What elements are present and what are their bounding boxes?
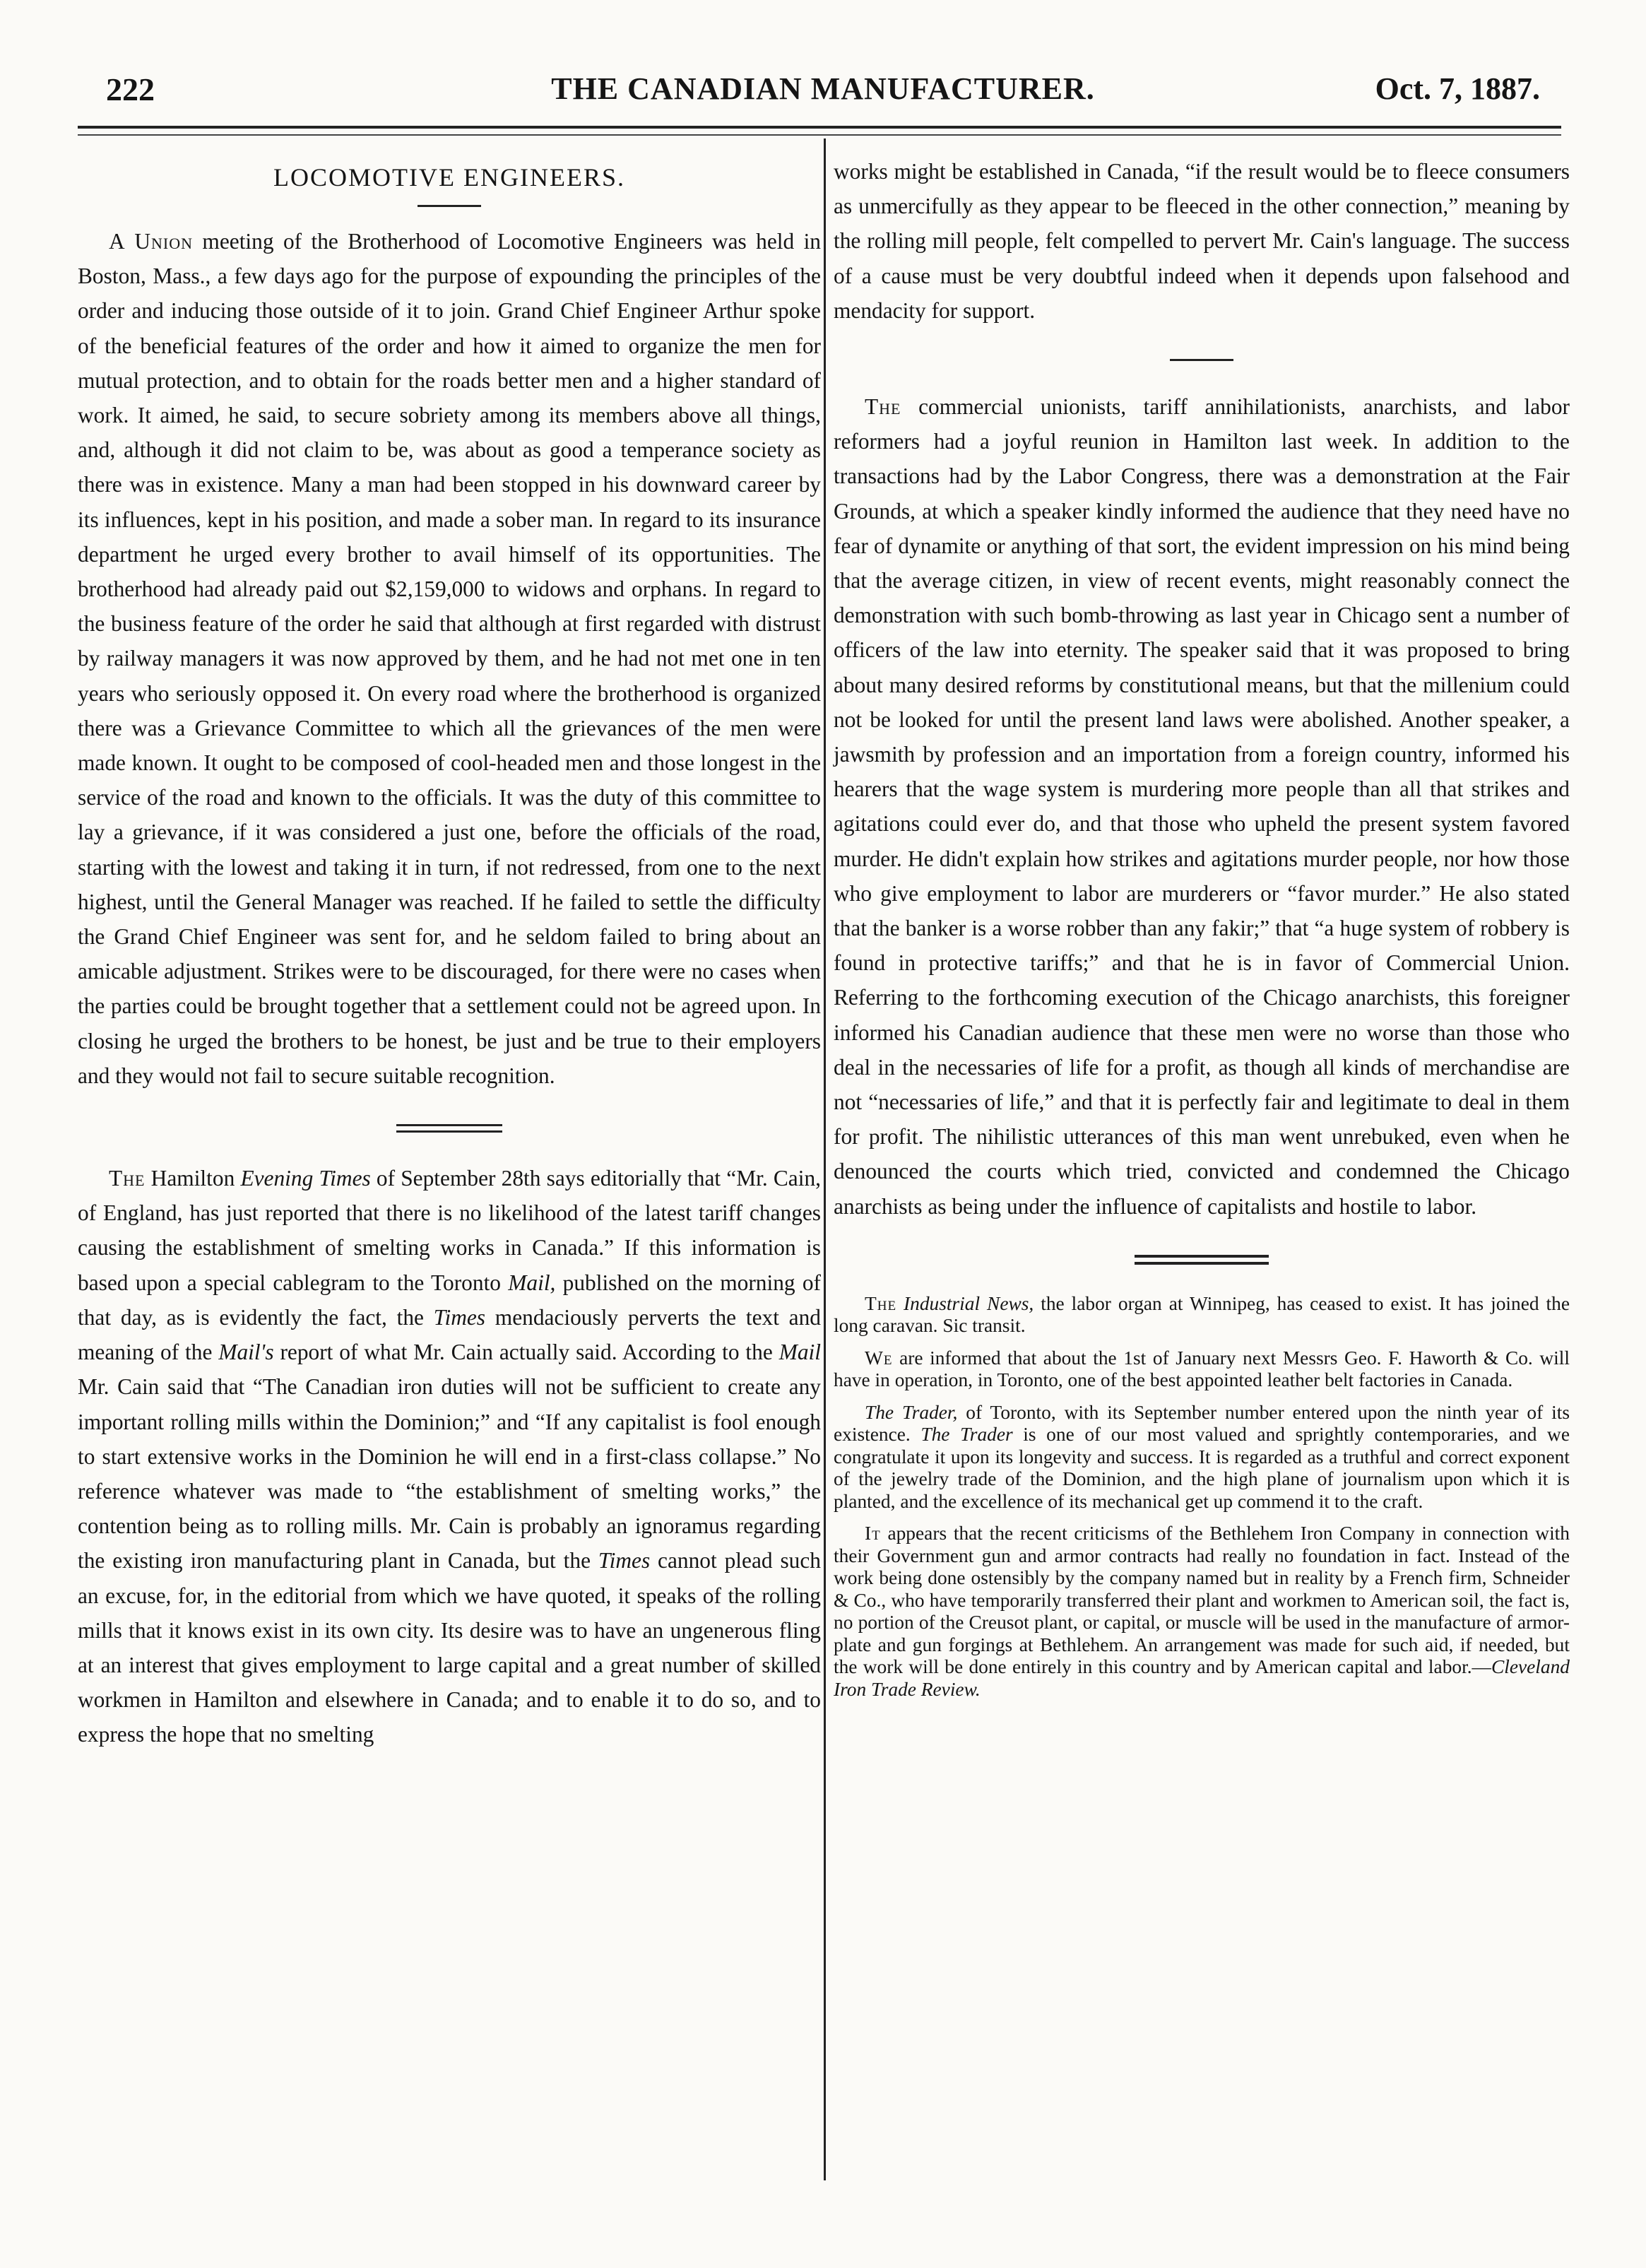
issue-date: Oct. 7, 1887. [1375,71,1540,106]
lead-words: The [865,394,901,420]
article-headline: LOCOMOTIVE ENGINEERS. [273,163,625,191]
left-column [78,154,821,1752]
note-haworth [834,1347,1570,1392]
lead-words: The [109,1166,146,1191]
article-hamilton-times [78,1161,821,1752]
note-text [896,1293,904,1314]
note-text: of Toronto, with its September number entered upon the ninth year of its existence. [834,1401,1570,1446]
journal-title: THE CANADIAN MANUFACTURER. [551,71,1095,106]
publication-name: Mail, [508,1270,556,1295]
article-continuation: works might be established in Canada, “if the result would be to fleece consumers as unmercifully as they appear to be fleeced in the other connection,” meaning by the rolling mill people, felt compelled to pervert Mr. Cain's language. The success of a cause must be very doubtful indeed when it depends upon falsehood and mendacity for support. [834,159,1570,323]
note-text: is one of our most valued and sprightly contemporaries, and we congratulate it upon its longevity and success. It is regarded as a truthful and correct exponent of the jewelry trade of the Dominion, and the high plane of journalism upon which it is planted, and the excellence of its mechanical get up commend it to the craft. [834,1424,1570,1512]
article-text: commercial unionists, tariff annihilationists, anarchists, and labor reformers had a joyful reunion in Hamilton last week. In addition to the transactions had by the Labor Congress, there was a demonstration at the Fair Grounds, at which a speaker kindly informed the audience that they need have no fear of dynamite or anything of that sort, the evident impression on his mind being that the average citizen, in view of recent events, might reasonably connect the demonstration with such bomb-throwing as last year in Chicago sent a number of officers of the law into eternity. The speaker said that it was proposed to bring about many desired reforms by constitutional means, but that the millenium could not be looked for until the present land laws were abolished. Another speaker, a jawsmith by profession and an importation from a foreign country, informed his hearers that the wage system is murdering more people than all that strikes and agitations could ever do, and that those who upheld the present system favored murder. He didn't explain how strikes and agitations murder people, nor how those who give employment to labor are murderers or “favor murder.” He also stated that the banker is a worse robber than any fakir;” that “a huge system of robbery is found in protective tariffs;” and that he is in favor of Commercial Union. Referring to the forthcoming execution of the Chicago anarchists, this foreigner informed his Canadian audience that these men were no worse than those who deal in the necessaries of life for a profit, as though all kinds of merchandise are not “necessaries of life,” and that it is perfectly fair and legitimate to deal in them for profit. The nihilistic utterances of this man went unrebuked, even when he denounced the courts which tried, convicted and condemned the Chicago anarchists as being under the influence of capitalists and hostile to labor. [834,394,1570,1219]
header-rule-thin [78,134,1561,136]
article-text: cannot plead such an excuse, for, in the editorial from which we have quoted, it speaks of the rolling mills that it knows exist in its own city. Its desire was to have an ungenerous fling at an interest that gives employment to large capital and a great number of skilled workmen in Hamilton and elsewhere in Canada; and to enable it to do so, and to express the hope that no smelting [78,1548,822,1747]
publication-name: Mail's [218,1340,274,1365]
headline-rule [418,205,481,207]
lead-words: It [865,1523,881,1545]
note-text: are informed that about the 1st of January next Messrs Geo. F. Haworth & Co. will have in operation, in Toronto, one of the best appointed leather belt factories in Canada. [834,1347,1570,1391]
note-text: the labor organ at Winnipeg, has ceased to exist. It has joined the long caravan. Sic transit. [834,1292,1570,1337]
section-separator [396,1124,502,1133]
publication-name: The Trader [920,1424,1013,1446]
article-text: Hamilton [145,1166,241,1191]
note-text: appears that the recent criticisms of the Bethlehem Iron Company in connection with their Government gun and armor contracts had really no foundation in fact. Instead of the work being done ostensibly by the company named but in reality by a French firm, Schneider & Co., who have temporarily transferred their plant and workmen to American soil, the fact is, no portion of the Creusot plant, or capital, or muscle will be used in the manufacture of armor-plate and gun forgings at Bethlehem. An arrangement was made for such aid, if needed, but the work will be done entirely in this country and by American capital and labor.— [834,1523,1570,1678]
article-text: published on the morning of that day, as is evidently the fact, the [78,1270,822,1330]
header-rule [78,126,1561,129]
page-number: 222 [106,71,155,107]
right-column [834,154,1570,1711]
publication-name: Times [598,1548,651,1573]
publication-name: Times [433,1304,486,1330]
section-separator [1135,1255,1269,1265]
publication-name: Industrial News, [904,1292,1034,1314]
publication-name: Mail [778,1340,821,1365]
publication-name: The Trader, [865,1401,958,1423]
lead-words: The [865,1292,897,1314]
lead-words: A Union [109,229,194,254]
column-divider [824,138,826,2180]
section-separator [1170,359,1233,361]
page-header [106,71,1540,120]
note-the-trader [834,1402,1570,1513]
article-text: meeting of the Brotherhood of Locomotive Engineers was held in Boston, Mass., a few days ago for the purpose of expounding the principles of the order and inducing those outside of it to join. Grand Chief Engineer Arthur spoke of the beneficial features of the order and how it aimed to organize the men for mutual protection, and to obtain for the roads better men and a higher standard of work. It aimed, he said, to secure sobriety among its members above all things, and, although it did not claim to be, was about as good a temperance society as there was in existence. Many a man had been stopped in his downward career by its influences, kept in his position, and made a sober man. In regard to its insurance department he urged every brother to avail himself of its opportunities. The brotherhood had already paid out $2,159,000 to widows and orphans. In regard to the business feature of the order he said that although at first regarded with distrust by railway managers it was now approved by them, and he had not met one in ten years who seriously opposed it. On every road where the brotherhood is organized there was a Grievance Committee to which all the grievances of the men were made known. It ought to be composed of cool-headed men and those longest in the service of the road and known to the officials. It was the duty of this committee to lay a grievance, if it was considered a just one, before the officials of the road, starting with the lowest and taking it in turn, if not redressed, from one to the next highest, until the General Manager was reached. If he failed to settle the difficulty the Grand Chief Engineer was sent for, and he seldom failed to bring about an amicable adjustment. Strikes were to be discouraged, for there were no cases when the parties could be brought together that a settlement could not be agreed upon. In closing he urged the brothers to be honest, be just and be true to their employers and they would not fail to secure suitable recognition. [78,229,821,1088]
note-bethlehem-iron [834,1523,1570,1701]
note-industrial-news [834,1293,1570,1337]
article-locomotive-engineers [78,224,821,1093]
article-text: of September 28th says editorially that “Mr. Cain, of England, has just reported that there is no likelihood of the latest tariff changes causing the establishment of smelting works in Canada.” If this information is based upon a special cablegram to the Toronto [78,1166,821,1295]
article-hamilton-reunion [834,389,1570,1224]
lead-words: We [865,1347,893,1369]
source-credit: Cleveland Iron Trade Review. [834,1656,1570,1700]
article-text: mendaciously perverts the text and meaning of the [78,1304,821,1365]
publication-name: Evening Times [240,1166,371,1191]
article-text: report of what Mr. Cain actually said. According to the [273,1340,779,1365]
article-text: Mr. Cain said that “The Canadian iron duties will not be sufficient to create any important rolling mills within the Dominion;” and “If any capitalist is fool enough to start extensive works in the Dominion he will end in a first-class collapse.” No reference whatever was made to “the establishment of smelting works,” the contention being as to rolling mills. Mr. Cain is probably an ignoramus regarding the existing iron manufacturing plant in Canada, but the [78,1374,821,1573]
